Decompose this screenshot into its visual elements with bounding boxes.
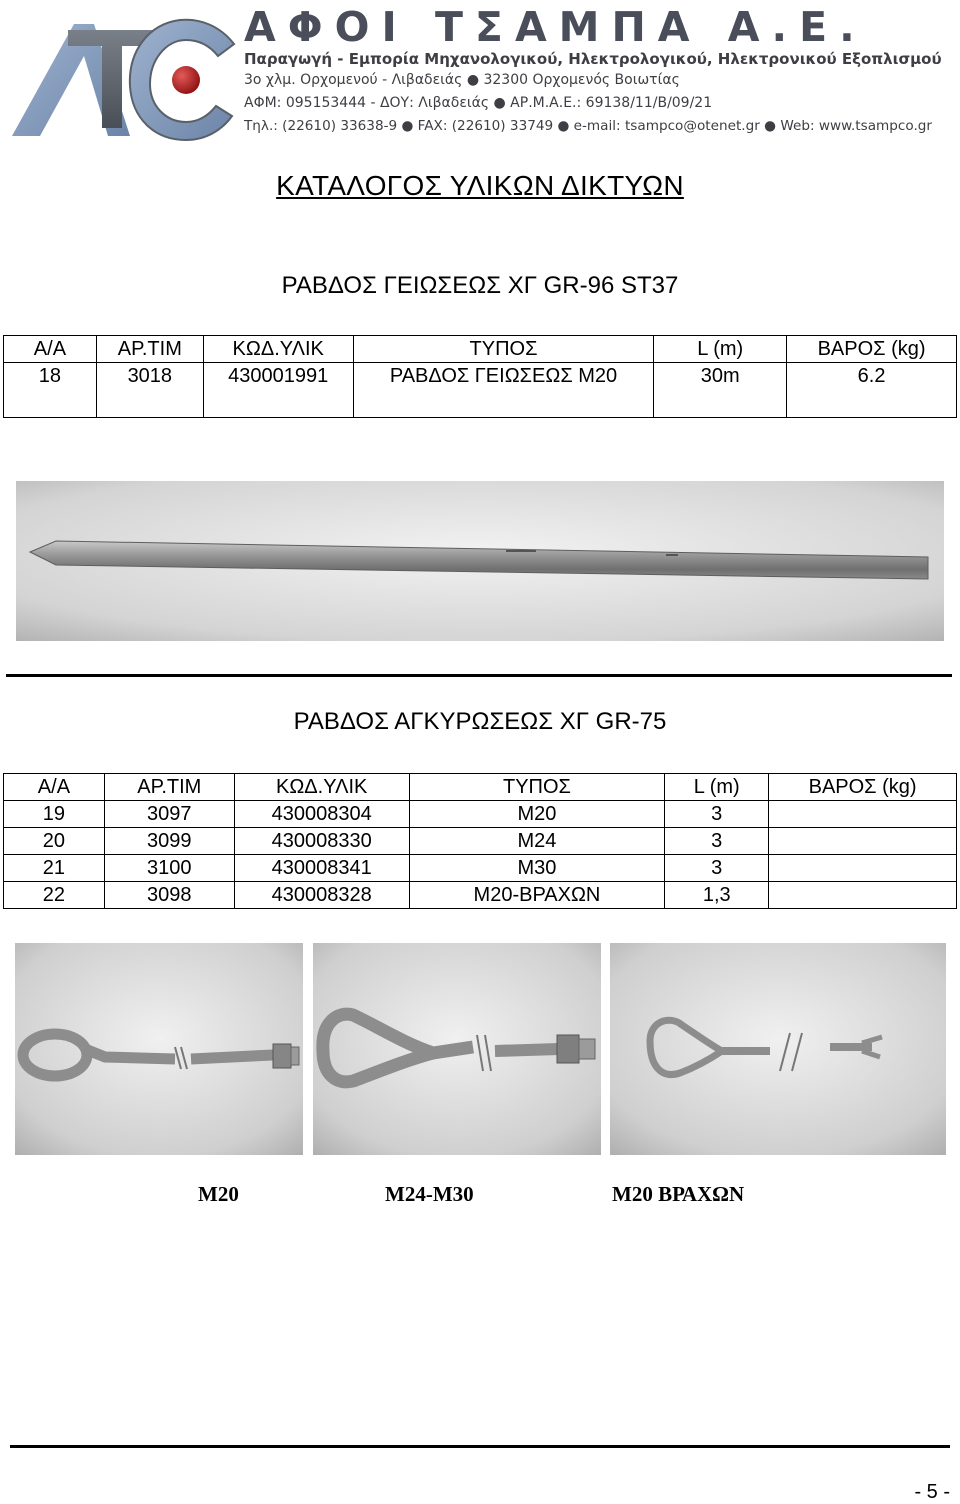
column-header: Α/Α [4, 336, 97, 363]
company-contact: Τηλ.: (22610) 33638-9 ● FAX: (22610) 33749 ● e-mail: tsampco@otenet.gr ● Web: www.tsampco.gr [244, 118, 932, 134]
cell-typos: Μ30 [409, 855, 665, 882]
cell-length: 3 [665, 801, 769, 828]
cell-weight [769, 882, 957, 909]
table-header-row [4, 336, 957, 363]
caption-m20: Μ20 [198, 1182, 239, 1206]
section-title-grounding-rod: ΡΑΒΔΟΣ ΓΕΙΩΣΕΩΣ ΧΓ GR-96 ST37 [281, 272, 679, 299]
column-header: Α/Α [4, 774, 105, 801]
company-address: 3ο χλμ. Ορχομενού - Λιβαδειάς ● 32300 Ορχομενός Βοιωτίας [244, 72, 680, 88]
cell-kod-ylik: 430008341 [234, 855, 409, 882]
cell-typos: Μ24 [409, 828, 665, 855]
column-header: ΚΩΔ.ΥΛΙΚ [203, 336, 353, 363]
catalog-title: ΚΑΤΑΛΟΓΟΣ ΥΛΙΚΩΝ ΔΙΚΤΥΩΝ [276, 170, 684, 201]
cell-typos: ΡΑΒΔΟΣ ΓΕΙΩΣΕΩΣ Μ20 [353, 363, 654, 418]
table-header-row [4, 774, 957, 801]
column-header: ΤΥΠΟΣ [409, 774, 665, 801]
caption-m24-m30: Μ24-Μ30 [385, 1182, 474, 1206]
cell-weight [769, 855, 957, 882]
cell-kod-ylik: 430008330 [234, 828, 409, 855]
table-row [4, 828, 957, 855]
cell-weight: 6.2 [787, 363, 957, 418]
column-header: L (m) [654, 336, 787, 363]
cell-length: 3 [665, 828, 769, 855]
cell-kod-ylik: 430008304 [234, 801, 409, 828]
table-row [4, 801, 957, 828]
cell-ar-tim: 3098 [104, 882, 234, 909]
cell-typos: Μ20-ΒΡΑΧΩΝ [409, 882, 665, 909]
cell-aa: 22 [4, 882, 105, 909]
cell-aa: 21 [4, 855, 105, 882]
cell-ar-tim: 3100 [104, 855, 234, 882]
column-header: ΒΑΡΟΣ (kg) [787, 336, 957, 363]
anchor-rod-m20-vrachon-photo [610, 943, 946, 1155]
column-header: ΑΡ.ΤΙΜ [104, 774, 234, 801]
cell-ar-tim: 3097 [104, 801, 234, 828]
footer-divider [10, 1445, 950, 1448]
cell-ar-tim: 3018 [96, 363, 203, 418]
page-number: - 5 - [914, 1481, 950, 1503]
table-row [4, 363, 957, 418]
company-activity: Παραγωγή - Εμπορία Μηχανολογικού, Ηλεκτρολογικού, Ηλεκτρονικού Εξοπλισμού [244, 50, 942, 68]
table-row [4, 882, 957, 909]
caption-m20-vrachon: Μ20 ΒΡΑΧΩΝ [612, 1182, 745, 1206]
grounding-rod-table [3, 335, 957, 418]
cell-weight [769, 801, 957, 828]
anchor-rod-table [3, 773, 957, 909]
grounding-rod-photo [16, 481, 944, 641]
column-header: L (m) [665, 774, 769, 801]
cell-length: 30m [654, 363, 787, 418]
cell-aa: 19 [4, 801, 105, 828]
section-divider [6, 674, 952, 677]
column-header: ΚΩΔ.ΥΛΙΚ [234, 774, 409, 801]
company-name: ΑΦΟΙ ΤΣΑΜΠΑ Α.Ε. [244, 3, 867, 51]
anchor-rod-m20-photo [15, 943, 303, 1155]
cell-ar-tim: 3099 [104, 828, 234, 855]
cell-kod-ylik: 430008328 [234, 882, 409, 909]
cell-length: 1,3 [665, 882, 769, 909]
cell-length: 3 [665, 855, 769, 882]
cell-kod-ylik: 430001991 [203, 363, 353, 418]
cell-aa: 18 [4, 363, 97, 418]
section-title-anchor-rod: ΡΑΒΔΟΣ ΑΓΚΥΡΩΣΕΩΣ ΧΓ GR-75 [293, 708, 667, 735]
company-tax-info: ΑΦΜ: 095153444 - ΔΟΥ: Λιβαδειάς ● ΑΡ.Μ.Α.Ε.: 69138/11/Β/09/21 [244, 95, 713, 111]
cell-typos: Μ20 [409, 801, 665, 828]
cell-aa: 20 [4, 828, 105, 855]
company-logo [8, 0, 240, 150]
column-header: ΒΑΡΟΣ (kg) [769, 774, 957, 801]
table-row [4, 855, 957, 882]
column-header: ΤΥΠΟΣ [353, 336, 654, 363]
cell-weight [769, 828, 957, 855]
anchor-rod-m24-m30-photo [313, 943, 601, 1155]
column-header: ΑΡ.ΤΙΜ [96, 336, 203, 363]
